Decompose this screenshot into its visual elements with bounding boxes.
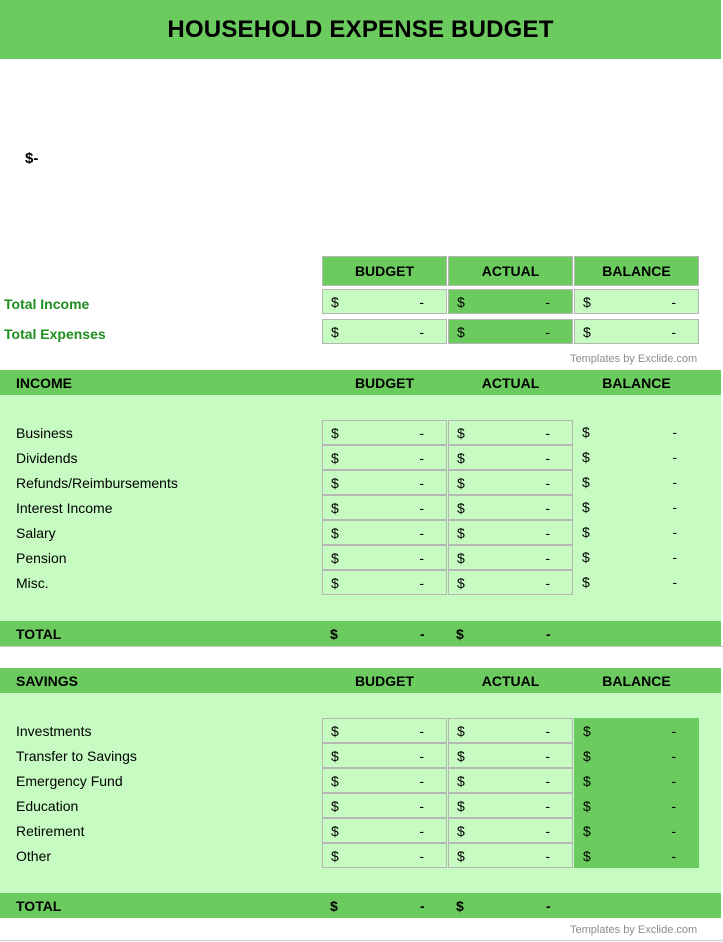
- currency-symbol: $: [331, 550, 339, 566]
- income-actual-cell[interactable]: [448, 445, 573, 470]
- savings-actual-cell[interactable]: [448, 768, 573, 793]
- income-budget-cell[interactable]: [322, 470, 447, 495]
- savings-budget-value: -: [419, 773, 424, 789]
- savings-balance-cell: [574, 718, 699, 743]
- currency-symbol: $: [457, 425, 465, 441]
- income-budget-value: -: [419, 450, 424, 466]
- currency-symbol: $: [331, 575, 339, 591]
- currency-symbol: $: [583, 723, 591, 739]
- savings-total-budget-value: -: [420, 898, 425, 914]
- currency-symbol: $: [582, 574, 590, 590]
- divider: [0, 646, 723, 647]
- currency-symbol: $: [331, 294, 339, 310]
- income-actual-cell[interactable]: [448, 545, 573, 570]
- currency-symbol: $: [457, 500, 465, 516]
- currency-symbol: $: [583, 773, 591, 789]
- income-balance-value: -: [672, 424, 677, 440]
- income-actual-cell[interactable]: [448, 570, 573, 595]
- currency-symbol: $: [582, 499, 590, 515]
- currency-symbol: $: [331, 798, 339, 814]
- savings-balance-value: -: [671, 723, 676, 739]
- savings-actual-value: -: [545, 723, 550, 739]
- currency-symbol: $: [457, 525, 465, 541]
- income-actual-value: -: [545, 575, 550, 591]
- savings-total-actual-value: -: [546, 898, 551, 914]
- summary-header-actual: ACTUAL: [448, 256, 573, 286]
- summary-income-budget-value: -: [419, 294, 424, 310]
- currency-symbol: $: [583, 798, 591, 814]
- chart-placeholder-value: $-: [25, 150, 39, 167]
- currency-symbol: $: [457, 550, 465, 566]
- savings-balance-cell: [574, 843, 699, 868]
- summary-income-balance-value: -: [671, 294, 676, 310]
- income-balance-value: -: [672, 549, 677, 565]
- income-budget-value: -: [419, 550, 424, 566]
- currency-symbol: $: [582, 549, 590, 565]
- income-budget-cell[interactable]: [322, 520, 447, 545]
- savings-budget-value: -: [419, 823, 424, 839]
- summary-header-balance: BALANCE: [574, 256, 699, 286]
- income-row-label: Pension: [16, 550, 67, 566]
- summary-income-actual-value: -: [545, 294, 550, 310]
- savings-header-band: [0, 668, 721, 693]
- savings-budget-cell[interactable]: [322, 843, 447, 868]
- summary-expenses-actual-cell[interactable]: [448, 319, 573, 344]
- income-budget-cell[interactable]: [322, 495, 447, 520]
- income-total-actual-value: -: [546, 626, 551, 642]
- savings-header-budget: BUDGET: [354, 673, 415, 689]
- currency-symbol: $: [582, 524, 590, 540]
- summary-income-budget-cell[interactable]: [322, 289, 447, 314]
- currency-symbol: $: [583, 848, 591, 864]
- income-balance-cell: [574, 545, 699, 570]
- currency-symbol: $: [330, 626, 338, 642]
- income-balance-value: -: [672, 524, 677, 540]
- currency-symbol: $: [457, 798, 465, 814]
- income-actual-cell[interactable]: [448, 420, 573, 445]
- currency-symbol: $: [457, 450, 465, 466]
- divider: [0, 940, 723, 941]
- savings-budget-cell[interactable]: [322, 793, 447, 818]
- currency-symbol: $: [331, 500, 339, 516]
- summary-label-total-expenses: Total Expenses: [4, 326, 106, 342]
- savings-actual-value: -: [545, 823, 550, 839]
- savings-budget-value: -: [419, 798, 424, 814]
- income-balance-cell: [574, 570, 699, 595]
- income-balance-cell: [574, 520, 699, 545]
- savings-actual-value: -: [545, 748, 550, 764]
- currency-symbol: $: [331, 823, 339, 839]
- income-header-balance: BALANCE: [602, 375, 671, 391]
- currency-symbol: $: [583, 324, 591, 340]
- savings-budget-value: -: [419, 748, 424, 764]
- currency-symbol: $: [331, 723, 339, 739]
- summary-income-balance-cell[interactable]: [574, 289, 699, 314]
- savings-row-label: Retirement: [16, 823, 85, 839]
- income-actual-cell[interactable]: [448, 520, 573, 545]
- summary-expenses-actual-value: -: [545, 324, 550, 340]
- savings-header-balance: BALANCE: [602, 673, 671, 689]
- currency-symbol: $: [331, 848, 339, 864]
- savings-row-label: Education: [16, 798, 79, 814]
- currency-symbol: $: [583, 748, 591, 764]
- summary-expenses-budget-cell[interactable]: [322, 319, 447, 344]
- savings-header-actual: ACTUAL: [481, 673, 540, 689]
- currency-symbol: $: [583, 823, 591, 839]
- income-budget-cell[interactable]: [322, 420, 447, 445]
- savings-actual-cell[interactable]: [448, 743, 573, 768]
- currency-symbol: $: [457, 294, 465, 310]
- savings-budget-cell[interactable]: [322, 768, 447, 793]
- income-row-label: Misc.: [16, 575, 49, 591]
- savings-budget-cell[interactable]: [322, 818, 447, 843]
- income-balance-cell: [574, 445, 699, 470]
- currency-symbol: $: [582, 474, 590, 490]
- income-budget-value: -: [419, 500, 424, 516]
- savings-actual-cell[interactable]: [448, 843, 573, 868]
- savings-row-label: Investments: [16, 723, 92, 739]
- currency-symbol: $: [457, 773, 465, 789]
- income-actual-value: -: [545, 525, 550, 541]
- summary-expenses-budget-value: -: [419, 324, 424, 340]
- income-budget-value: -: [419, 475, 424, 491]
- currency-symbol: $: [331, 525, 339, 541]
- income-header-band: [0, 370, 721, 395]
- currency-symbol: $: [457, 575, 465, 591]
- currency-symbol: $: [457, 823, 465, 839]
- currency-symbol: $: [331, 475, 339, 491]
- income-total-budget-value: -: [420, 626, 425, 642]
- savings-balance-value: -: [671, 848, 676, 864]
- savings-actual-value: -: [545, 848, 550, 864]
- income-budget-value: -: [419, 425, 424, 441]
- savings-balance-value: -: [671, 748, 676, 764]
- currency-symbol: $: [583, 294, 591, 310]
- savings-balance-cell: [574, 743, 699, 768]
- savings-actual-cell[interactable]: [448, 818, 573, 843]
- currency-symbol: $: [457, 324, 465, 340]
- income-budget-value: -: [419, 525, 424, 541]
- income-budget-cell[interactable]: [322, 545, 447, 570]
- savings-total-band: [0, 893, 721, 918]
- income-actual-value: -: [545, 500, 550, 516]
- currency-symbol: $: [582, 424, 590, 440]
- income-row-label: Salary: [16, 525, 56, 541]
- savings-budget-value: -: [419, 848, 424, 864]
- income-actual-cell[interactable]: [448, 470, 573, 495]
- savings-balance-value: -: [671, 773, 676, 789]
- savings-budget-value: -: [419, 723, 424, 739]
- summary-income-actual-cell[interactable]: [448, 289, 573, 314]
- income-budget-cell[interactable]: [322, 570, 447, 595]
- currency-symbol: $: [331, 450, 339, 466]
- currency-symbol: $: [331, 425, 339, 441]
- income-row-label: Interest Income: [16, 500, 113, 516]
- income-actual-cell[interactable]: [448, 495, 573, 520]
- currency-symbol: $: [330, 898, 338, 914]
- income-balance-value: -: [672, 449, 677, 465]
- savings-balance-value: -: [671, 823, 676, 839]
- income-balance-value: -: [672, 499, 677, 515]
- income-header-actual: ACTUAL: [481, 375, 540, 391]
- savings-budget-cell[interactable]: [322, 743, 447, 768]
- page-title: HOUSEHOLD EXPENSE BUDGET: [0, 0, 721, 59]
- savings-actual-cell[interactable]: [448, 793, 573, 818]
- income-section-title: INCOME: [16, 375, 72, 391]
- currency-symbol: $: [331, 324, 339, 340]
- savings-row-label: Other: [16, 848, 52, 864]
- currency-symbol: $: [582, 449, 590, 465]
- income-total-label: TOTAL: [16, 626, 62, 642]
- credit-text: Templates by Exclide.com: [570, 353, 698, 365]
- income-budget-cell[interactable]: [322, 445, 447, 470]
- savings-budget-cell[interactable]: [322, 718, 447, 743]
- summary-header-budget: BUDGET: [322, 256, 447, 286]
- income-actual-value: -: [545, 450, 550, 466]
- income-row-label: Refunds/Reimbursements: [16, 475, 178, 491]
- income-header-budget: BUDGET: [354, 375, 415, 391]
- savings-actual-cell[interactable]: [448, 718, 573, 743]
- currency-symbol: $: [331, 748, 339, 764]
- savings-actual-value: -: [545, 773, 550, 789]
- currency-symbol: $: [456, 898, 464, 914]
- income-balance-value: -: [672, 474, 677, 490]
- savings-balance-cell: [574, 768, 699, 793]
- savings-balance-cell: [574, 793, 699, 818]
- income-balance-cell: [574, 420, 699, 445]
- currency-symbol: $: [457, 748, 465, 764]
- income-budget-value: -: [419, 575, 424, 591]
- savings-total-label: TOTAL: [16, 898, 62, 914]
- income-actual-value: -: [545, 550, 550, 566]
- summary-expenses-balance-cell[interactable]: [574, 319, 699, 344]
- summary-expenses-balance-value: -: [671, 324, 676, 340]
- currency-symbol: $: [457, 475, 465, 491]
- income-balance-cell: [574, 470, 699, 495]
- savings-actual-value: -: [545, 798, 550, 814]
- income-actual-value: -: [545, 425, 550, 441]
- income-balance-value: -: [672, 574, 677, 590]
- income-row-label: Dividends: [16, 450, 78, 466]
- income-balance-cell: [574, 495, 699, 520]
- savings-balance-cell: [574, 818, 699, 843]
- currency-symbol: $: [457, 848, 465, 864]
- currency-symbol: $: [457, 723, 465, 739]
- income-total-band: [0, 621, 721, 646]
- savings-row-label: Emergency Fund: [16, 773, 123, 789]
- savings-section-title: SAVINGS: [16, 673, 78, 689]
- income-row-label: Business: [16, 425, 73, 441]
- income-actual-value: -: [545, 475, 550, 491]
- savings-row-label: Transfer to Savings: [16, 748, 137, 764]
- savings-balance-value: -: [671, 798, 676, 814]
- credit-text-bottom: Templates by Exclide.com: [570, 924, 698, 936]
- currency-symbol: $: [331, 773, 339, 789]
- summary-label-total-income: Total Income: [4, 296, 90, 312]
- currency-symbol: $: [456, 626, 464, 642]
